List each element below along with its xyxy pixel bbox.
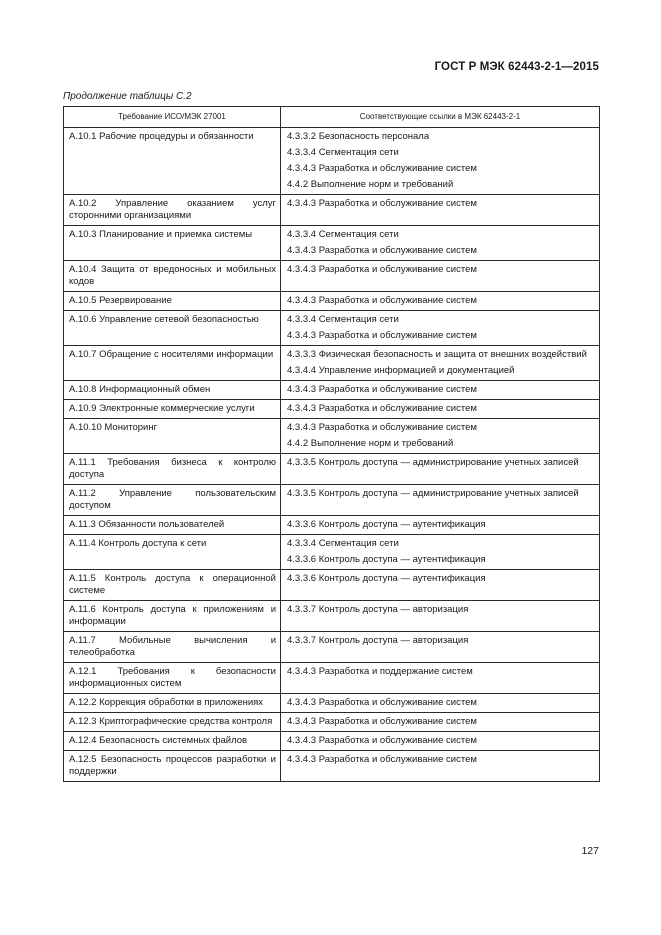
- table-row: [64, 485, 600, 516]
- iec-references-cell: [281, 751, 600, 782]
- table-header-row: [64, 107, 600, 128]
- iso-requirement-cell: A.11.4 Контроль доступа к сети: [64, 535, 281, 570]
- iec-references-cell: [281, 419, 600, 454]
- table-row: [64, 400, 600, 419]
- reference-line: 4.3.4.3 Разработка и обслуживание систем: [287, 697, 477, 708]
- document-standard-header: ГОСТ Р МЭК 62443-2-1—2015: [434, 61, 599, 73]
- table-row: [64, 292, 600, 311]
- iso-requirement-cell: A.10.8 Информационный обмен: [64, 381, 281, 400]
- iec-references-cell: [281, 292, 600, 311]
- column-header-iec-references: Соответствующие ссылки в МЭК 62443-2-1: [281, 107, 600, 128]
- reference-line: 4.3.3.4 Сегментация сети: [287, 314, 399, 325]
- table-row: [64, 751, 600, 782]
- reference-line: 4.3.4.3 Разработка и обслуживание систем: [287, 295, 477, 306]
- table-row: [64, 516, 600, 535]
- column-header-iso-requirement: Требование ИСО/МЭК 27001: [64, 107, 281, 128]
- iso-requirement-cell: A.12.5 Безопасность процессов разработки и поддержки: [64, 751, 281, 782]
- reference-line: 4.3.3.6 Контроль доступа — аутентификация: [287, 519, 486, 530]
- iso-requirement-cell: A.11.1 Требования бизнеса к контролю доступа: [64, 454, 281, 485]
- iso-requirement-cell: A.10.2 Управление оказанием услуг сторонними организациями: [64, 195, 281, 226]
- iec-references-cell: [281, 226, 600, 261]
- reference-line: 4.3.4.3 Разработка и поддержание систем: [287, 666, 473, 677]
- reference-line: 4.3.4.3 Разработка и обслуживание систем: [287, 163, 477, 174]
- reference-line: 4.3.4.3 Разработка и обслуживание систем: [287, 384, 477, 395]
- reference-line: 4.3.3.5 Контроль доступа — администрирование учетных записей: [287, 488, 579, 499]
- iso-requirement-cell: A.10.4 Защита от вредоносных и мобильных кодов: [64, 261, 281, 292]
- reference-line: 4.3.3.4 Сегментация сети: [287, 147, 399, 158]
- table-header: [64, 107, 600, 128]
- iec-references-cell: [281, 535, 600, 570]
- reference-line: 4.3.4.3 Разработка и обслуживание систем: [287, 198, 477, 209]
- iec-references-cell: [281, 400, 600, 419]
- iec-references-cell: [281, 261, 600, 292]
- iso-requirement-cell: A.11.3 Обязанности пользователей: [64, 516, 281, 535]
- reference-line: 4.3.3.6 Контроль доступа — аутентификация: [287, 554, 486, 565]
- iso-requirement-cell: A.10.7 Обращение с носителями информации: [64, 346, 281, 381]
- table-row: [64, 663, 600, 694]
- table-row: [64, 195, 600, 226]
- iso-requirement-cell: A.12.1 Требования к безопасности информационных систем: [64, 663, 281, 694]
- table-row: [64, 694, 600, 713]
- iso-requirement-cell: A.10.9 Электронные коммерческие услуги: [64, 400, 281, 419]
- reference-line: 4.3.4.3 Разработка и обслуживание систем: [287, 735, 477, 746]
- iso-requirement-cell: A.11.6 Контроль доступа к приложениям и информации: [64, 601, 281, 632]
- reference-line: 4.3.3.2 Безопасность персонала: [287, 131, 430, 142]
- reference-line: 4.4.2 Выполнение норм и требований: [287, 179, 454, 190]
- reference-line: 4.3.3.6 Контроль доступа — аутентификация: [287, 573, 486, 584]
- table-caption: Продолжение таблицы С.2: [63, 91, 192, 102]
- table-row: [64, 632, 600, 663]
- iec-references-cell: [281, 454, 600, 485]
- table-row: [64, 311, 600, 346]
- table-row: [64, 419, 600, 454]
- reference-line: 4.3.4.3 Разработка и обслуживание систем: [287, 330, 477, 341]
- reference-line: 4.3.3.7 Контроль доступа — авторизация: [287, 635, 469, 646]
- iso-requirement-cell: A.12.2 Коррекция обработки в приложениях: [64, 694, 281, 713]
- iso-requirement-cell: A.12.4 Безопасность системных файлов: [64, 732, 281, 751]
- table-row: [64, 226, 600, 261]
- table-row: [64, 261, 600, 292]
- reference-line: 4.3.4.3 Разработка и обслуживание систем: [287, 754, 477, 765]
- iec-references-cell: [281, 346, 600, 381]
- iec-references-cell: [281, 632, 600, 663]
- iec-references-cell: [281, 713, 600, 732]
- iec-references-cell: [281, 601, 600, 632]
- iso-requirement-cell: A.11.5 Контроль доступа к операционной системе: [64, 570, 281, 601]
- iec-references-cell: [281, 516, 600, 535]
- reference-line: 4.3.4.3 Разработка и обслуживание систем: [287, 422, 477, 433]
- table-row: [64, 601, 600, 632]
- correspondence-table: [63, 106, 600, 782]
- reference-line: 4.3.3.7 Контроль доступа — авторизация: [287, 604, 469, 615]
- reference-line: 4.4.2 Выполнение норм и требований: [287, 438, 454, 449]
- reference-line: 4.3.4.4 Управление информацией и документацией: [287, 365, 515, 376]
- page-number: 127: [581, 845, 599, 857]
- table-row: [64, 346, 600, 381]
- reference-line: 4.3.4.3 Разработка и обслуживание систем: [287, 264, 477, 275]
- iec-references-cell: [281, 485, 600, 516]
- iec-references-cell: [281, 195, 600, 226]
- table-row: [64, 128, 600, 195]
- table-row: [64, 454, 600, 485]
- reference-line: 4.3.3.4 Сегментация сети: [287, 229, 399, 240]
- table-row: [64, 570, 600, 601]
- iso-requirement-cell: A.11.2 Управление пользовательским доступом: [64, 485, 281, 516]
- iso-requirement-cell: A.10.10 Мониторинг: [64, 419, 281, 454]
- table-row: [64, 381, 600, 400]
- iec-references-cell: [281, 128, 600, 195]
- reference-line: 4.3.4.3 Разработка и обслуживание систем: [287, 245, 477, 256]
- iec-references-cell: [281, 694, 600, 713]
- iec-references-cell: [281, 311, 600, 346]
- iec-references-cell: [281, 381, 600, 400]
- iec-references-cell: [281, 732, 600, 751]
- reference-line: 4.3.3.4 Сегментация сети: [287, 538, 399, 549]
- table-row: [64, 535, 600, 570]
- iso-requirement-cell: A.12.3 Криптографические средства контроля: [64, 713, 281, 732]
- reference-line: 4.3.3.3 Физическая безопасность и защита от внешних воздействий: [287, 349, 587, 360]
- reference-line: 4.3.4.3 Разработка и обслуживание систем: [287, 716, 477, 727]
- iso-requirement-cell: A.11.7 Мобильные вычисления и телеобработка: [64, 632, 281, 663]
- iso-requirement-cell: A.10.3 Планирование и приемка системы: [64, 226, 281, 261]
- iso-requirement-cell: A.10.6 Управление сетевой безопасностью: [64, 311, 281, 346]
- table-row: [64, 732, 600, 751]
- iso-requirement-cell: A.10.5 Резервирование: [64, 292, 281, 311]
- reference-line: 4.3.4.3 Разработка и обслуживание систем: [287, 403, 477, 414]
- iec-references-cell: [281, 663, 600, 694]
- iso-requirement-cell: A.10.1 Рабочие процедуры и обязанности: [64, 128, 281, 195]
- table-body: [64, 128, 600, 782]
- table-row: [64, 713, 600, 732]
- reference-line: 4.3.3.5 Контроль доступа — администрирование учетных записей: [287, 457, 579, 468]
- iec-references-cell: [281, 570, 600, 601]
